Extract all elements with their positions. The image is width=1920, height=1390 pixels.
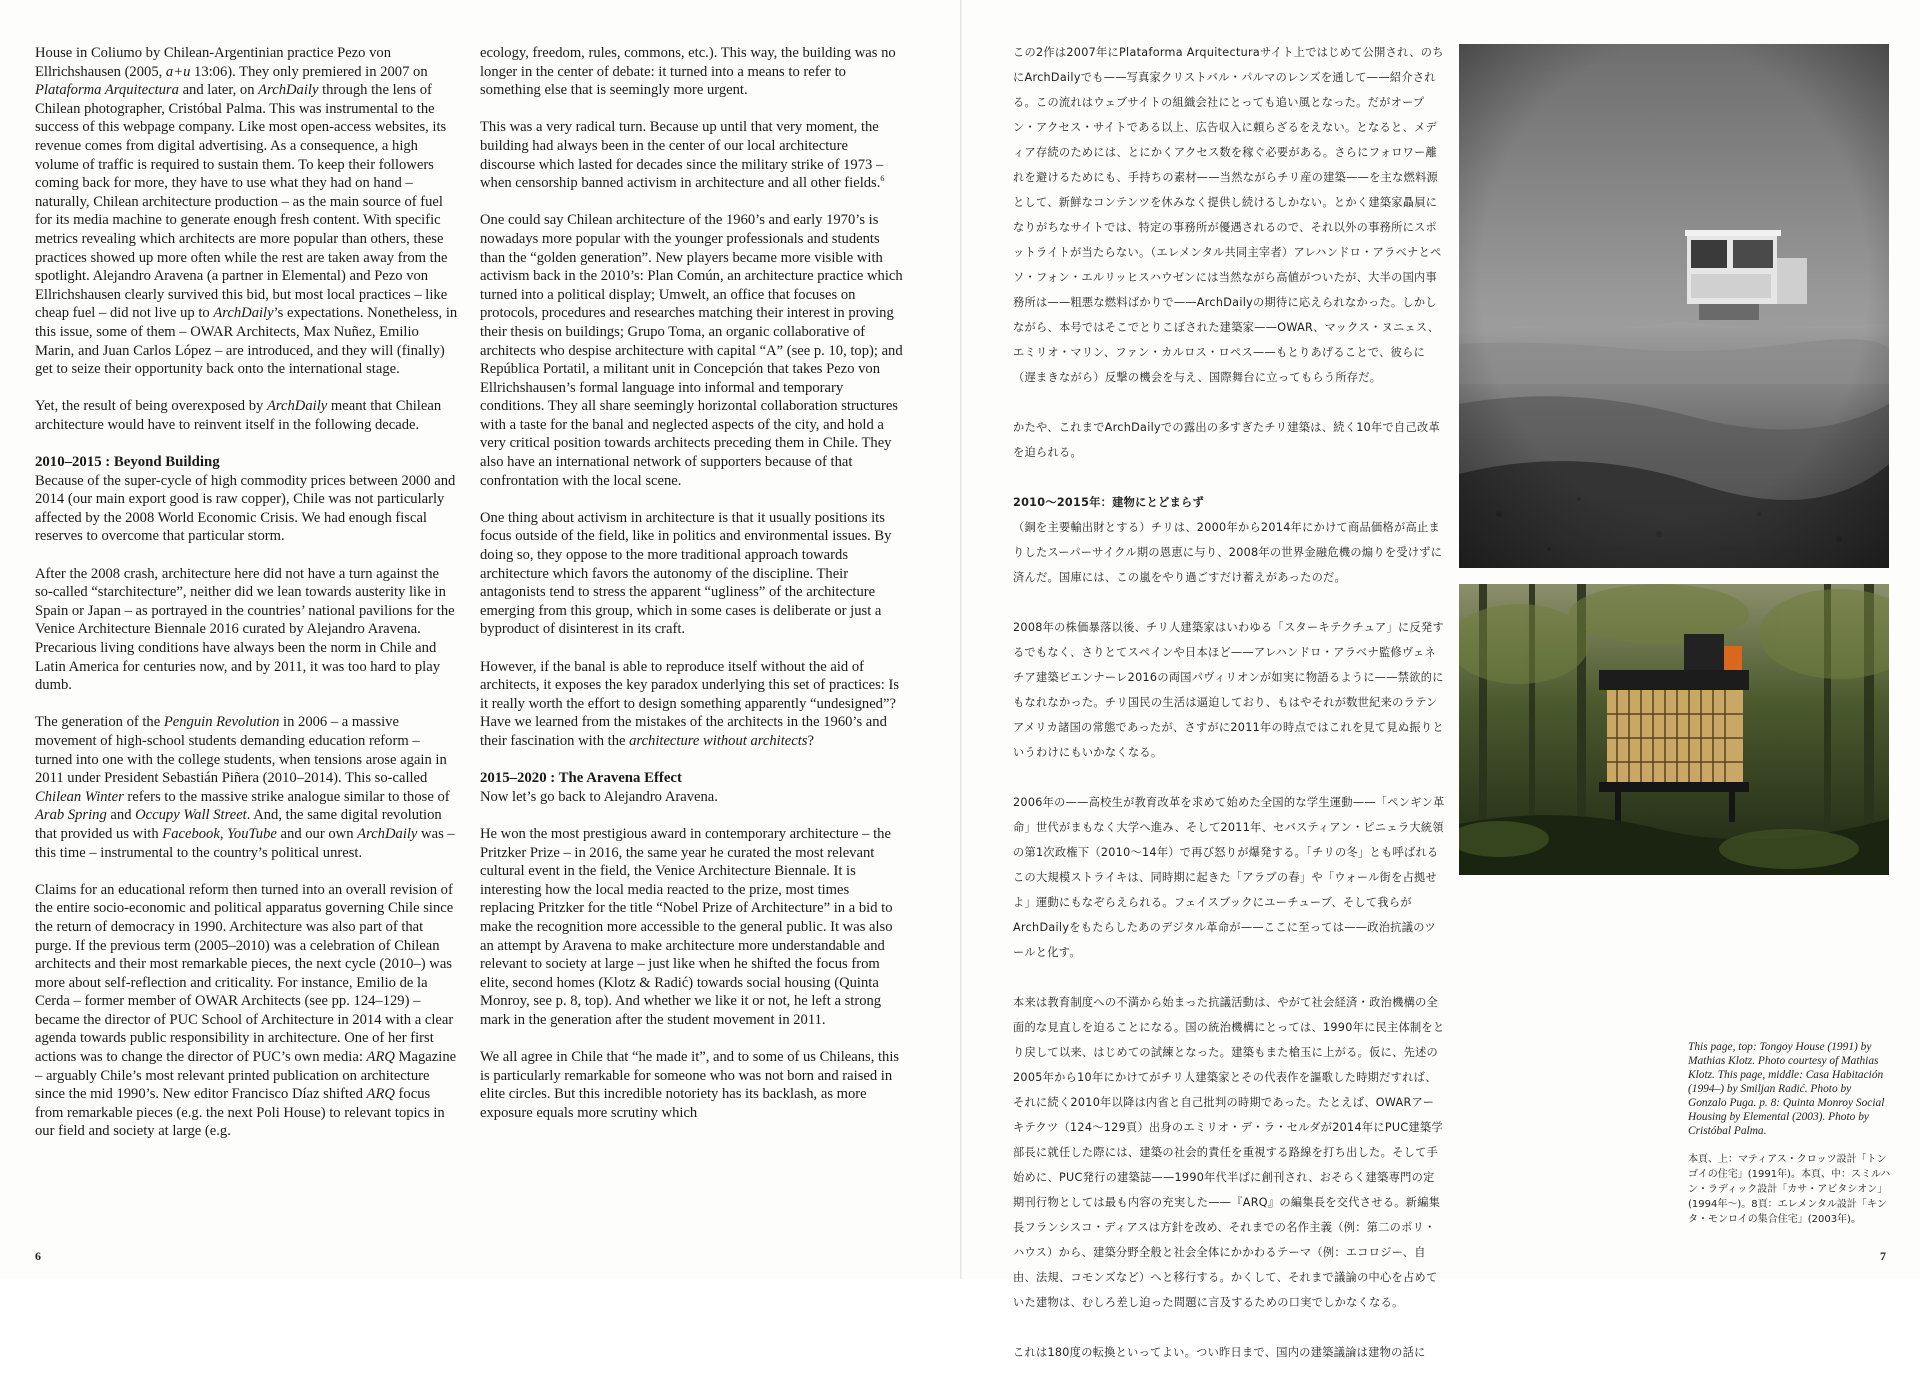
body-paragraph: ecology, freedom, rules, commons, etc.). This way, the building was no longer in the center of debate: it turned into a means to refer to something else that is seemingly more urgent. bbox=[480, 45, 896, 99]
section-heading: 2010–2015 : Beyond Building bbox=[35, 454, 220, 471]
right-page-japanese-column bbox=[1013, 40, 1445, 1390]
body-paragraph: House in Coliumo by Chilean-Argentinian practice Pezo von Ellrichshausen (2005, a+u 13:06). They only premiered in 2007 on Plataforma Arquitectura and later, on ArchDaily through the lens of Chilean photographer, Cristóbal Palma. This was instrumental to the success of this webpage company. Like most open-access websites, its revenue comes from digital advertising. As a consequence, a high volume of traffic is required to sustain them. To keep their followers coming back for more, they have to use what they had on hand – naturally, Chilean architecture production – as the main source of fuel for its media machine to generate enough fresh content. With specific metrics revealing which architects are more popular than others, these practices showed up more often while the rest are taken away from the spotlight. Alejandro Aravena (a partner in Elemental) and Pezo von Ellrichshausen clearly survived this bid, but most local practices – like cheap fuel – did not live up to ArchDaily’s expectations. Nonetheless, in this issue, some of them – OWAR Architects, Max Nuñez, Emilio Marin, and Juan Carlos López – are introduced, and they will (finally) get to seize their opportunity back onto the international stage. bbox=[35, 45, 458, 378]
japanese-paragraph: 本来は教育制度への不満から始まった抗議活動は、やがて社会経済・政治機構の全面的な見直しを迫ることになる。国の統治機構にとっては、1990年に民主体制をとり戻して以来、はじめての試練となった。建築もまた槍玉に上がる。仮に、先述の2005年から10年にかけてがチリ人建築家とその代表作を謳歌した時期だすれば、それに続く2010年以降は内省と自己批判の時期であった。たとえば、OWARアーキテクツ（124〜129頁）出身のエミリオ・デ・ラ・セルダが2014年にPUC建築学部長に就任した際には、建築の社会的責任を重視する路線を打ち出した。そして手始めに、PUC発行の建築誌——1990年代半ばに創刊され、おそらく建築専門の定期刊行物としては最も内容の充実した——『ARQ』の編集長を交代させる。新編集長フランシスコ・ディアスは方針を改め、それまでの名作主義（例：第二のポリ・ハウス）から、建築分野全般と社会全体にかかわるテーマ（例：エコロジー、自由、法規、コモンズなど）へと移行する。かくして、それまで議論の中心を占めていた建物は、むしろ差し迫った問題に言及するための口実でしかなくなる。 bbox=[1013, 996, 1445, 1309]
body-paragraph: However, if the banal is able to reproduce itself without the aid of architects, it exposes the key paradox underlying this set of practices: Is it really worth the effort to design something apparently “undesigned”? Have we learned from the mistakes of the architects in the 1960’s and their fascination with the architecture without architects? bbox=[480, 658, 900, 749]
japanese-paragraph: この2作は2007年にPlataforma Arquitecturaサイト上ではじめて公開され、のちにArchDailyでも——写真家クリストバル・パルマのレンズを通して——紹介される。この流れはウェブサイトの組織会社にとっても追い風となった。だがオープン・アクセス・サイトである以上、広告収入に頼らざるをえない。となると、メディア存続のためには、とにかくアクセス数を稼ぐ必要がある。さらにフォロワー離れを避けるためにも、手持ちの素材——当然ながらチリ産の建築——を主な燃料源として、新鮮なコンテンツを休みなく提供し続けるしかない。とかく建築家贔屓になりがちなサイトでは、特定の事務所が優遇されるので、それ以外の事務所にスポットライトが当たらない。（エレメンタル共同主宰者）アレハンドロ・アラベナとペソ・フォン・エルリッヒスハウゼンには当然ながら高値がついたが、大半の国内事務所は——粗悪な燃料ばかりで——ArchDailyの期待に応えられなかった。しかしながら、本号ではそこでとりこぼされた建築家——OWAR、マックス・ヌニェス、エミリオ・マリン、ファン・カルロス・ロペス——もとりあげることで、彼らに（遅まきながら）反撃の機会を与え、国際舞台に立ってもらう所存だ。 bbox=[1013, 46, 1444, 384]
body-paragraph: Yet, the result of being overexposed by ArchDaily meant that Chilean architecture would have to reinvent itself in the following decade. bbox=[35, 398, 442, 433]
body-paragraph: This was a very radical turn. Because up until that very moment, the building had always been in the center of our local architecture discourse which lasted for decades since the military strike of 1973 – when censorship banned activism in architecture and all other fields.$^6$ bbox=[480, 119, 885, 192]
japanese-section-heading: 2010〜2015年：建物にとどまらず bbox=[1013, 496, 1205, 509]
photo-casa-habitacion-image bbox=[1459, 584, 1889, 875]
left-page-column-1 bbox=[35, 44, 459, 1160]
left-page-column-2 bbox=[480, 44, 905, 1141]
body-paragraph: The generation of the Penguin Revolution in 2006 – a massive movement of high-school students demanding education reform – turned into one with the college students, when tensions arose again in 2011 under President Sebastián Piñera (2010–2014). This so-called Chilean Winter refers to the massive strike analogue similar to those of Arab Spring and Occupy Wall Street. And, the same digital revolution that provided us with Facebook, YouTube and our own ArchDaily was – this time – instrumental to the country’s political unrest. bbox=[35, 714, 455, 861]
body-paragraph: After the 2008 crash, architecture here did not have a turn against the so-called “starchitecture”, neither did we lean towards austerity like in Spain or Japan – as portrayed in the countries’ national pavilions for the Venice Architecture Biennale 2016 curated by Alejandro Aravena. Precarious living conditions have always been the norm in Chile and Latin America for centuries now, and by 2011, it was too hard to play dumb. bbox=[35, 565, 455, 694]
photo-caption-japanese: 本頁、上：マティアス・クロッツ設計「トンゴイの住宅」(1991年)。本頁、中：スミルハン・ラディック設計「カサ・アビタシオン」(1994年〜)。8頁：エレメンタル設計「キンタ・モンロイの集合住宅」(2003年)。 bbox=[1688, 1154, 1891, 1225]
body-paragraph: One thing about activism in architecture is that it usually positions its focus outside of the field, like in politics and environmental issues. By doing so, they oppose to the more traditional approach towards architecture which favors the autonomy of the discipline. Their antagonists tend to stress the apparent “ugliness” of the architecture emerging from this group, which in some cases is deliberate or just a byproduct of disinterest in its craft. bbox=[480, 509, 892, 638]
body-paragraph: Because of the super-cycle of high commodity prices between 2000 and 2014 (our main export good is raw copper), Chile was not particularly affected by the 2008 World Economic Crisis. We had enough fiscal reserves to overcome that particular storm. bbox=[35, 472, 456, 545]
page-number-right: 7 bbox=[1880, 1249, 1886, 1263]
japanese-paragraph: （銅を主要輸出財とする）チリは、2000年から2014年にかけて商品価格が高止まりしたスーパーサイクル期の恩恵に与り、2008年の世界金融危機の煽りを受けずに済んだ。国庫には、この嵐をやり過ごすだけ蓄えがあったのだ。 bbox=[1013, 521, 1443, 584]
japanese-paragraph: これは180度の転換といってよい。つい昨日まで、国内の建築議論は建物の話に bbox=[1013, 1346, 1426, 1359]
japanese-paragraph: 2008年の株価暴落以後、チリ人建築家はいわゆる「スターキテクチュア」に反発するでもなく、さりとてスペインや日本ほど——アレハンドロ・アラベナ監修ヴェネチア建築ビエンナーレ2016の両国パヴィリオンが如実に物語るように——禁欲的にもなれなかった。チリ国民の生活は逼迫しており、もはやそれが数世紀来のラテンアメリカ諸国の常態であったが、さすがに2011年の時点ではこれを見て見ぬ振りというわけにもいかなくなる。 bbox=[1013, 621, 1444, 759]
japanese-paragraph: 2006年の——高校生が教育改革を求めて始めた全国的な学生運動——「ペンギン革命」世代がまもなく大学へ進み、そして2011年、セバスティアン・ピニェラ大統領の第1次政権下（2010〜14年）で再び怒りが爆発する。「チリの冬」とも呼ばれるこの大規模ストライキは、同時期に起きた「アラブの春」や「ウォール街を占拠せよ」運動にもなぞらえられる。フェイスブックにユーチューブ、そして我らがArchDailyをもたらしたあのデジタル革命が——ここに至っては——政治抗議のツールと化す。 bbox=[1013, 796, 1445, 959]
photo-tongoy-house bbox=[1459, 44, 1889, 568]
body-paragraph: Now let’s go back to Alejandro Aravena. bbox=[480, 788, 718, 805]
body-paragraph: Claims for an educational reform then turned into an overall revision of the entire socio-economic and political apparatus governing Chile since the return of democracy in 1990. Architecture was also part of that purge. If the previous term (2005–2010) was a celebration of Chilean architects and their most remarkable pieces, the next cycle (2010–) was more about self-reflection and criticality. For instance, Emilio de la Cerda – former member of OWAR Architects (see pp. 124–129) – became the director of PUC School of Architecture in 2014 with a clear agenda towards public responsibility in architecture. One of her first actions was to change the director of PUC’s own media: ARQ Magazine – arguably Chile’s most relevant printed publication on architecture since the mid 1990’s. New editor Francisco Díaz shifted ARQ focus from remarkable pieces (e.g. the next Poli House) to relevant topics in our field and society at large (e.g. bbox=[35, 881, 457, 1140]
body-paragraph: We all agree in Chile that “he made it”, and to some of us Chileans, this is particularly remarkable for someone who was not born and raised in elite circles. But this incredible notoriety has its backlash, as more exposure equals more scrutiny which bbox=[480, 1049, 900, 1121]
body-paragraph: One could say Chilean architecture of the 1960’s and early 1970’s is nowadays more popular with the younger professionals and students than the “golden generation”. New players became more visible with activism back in the 2010’s: Plan Común, an architecture practice which turned into a political display; Umwelt, an office that focuses on protocols, procedures and researches matching their interest in proving their thesis on buildings; Grupo Toma, an organic collaborative of architects who despise architecture with capital “A” (see p. 10, top); and República Portatil, a militant unit in Concepción that takes Pezo von Ellrichshausen’s formal language into informal and temporary conditions. They all share seemingly horizontal collaboration structures with a taste for the banal and neglected aspects of the city, and hold a very critical position towards architects preceding them in Chile. They also have an international network of supporters because of that confrontation with the local scene. bbox=[480, 212, 903, 489]
page-number-left: 6 bbox=[35, 1249, 41, 1263]
photo-casa-habitacion bbox=[1459, 584, 1889, 875]
section-heading: 2015–2020 : The Aravena Effect bbox=[480, 770, 682, 787]
page-gutter bbox=[960, 0, 962, 1279]
photo-tongoy-house-image bbox=[1459, 44, 1889, 568]
japanese-paragraph: かたや、これまでArchDailyでの露出の多すぎたチリ建築は、続く10年で自己改革を迫られる。 bbox=[1013, 421, 1440, 459]
body-paragraph: He won the most prestigious award in contemporary architecture – the Pritzker Prize – in 2016, the same year he curated the most relevant cultural event in the field, the Venice Architecture Biennale. It is interesting how the local media reacted to the prize, most times replacing Pritzker for the title “Nobel Prize of Architecture” in a bid to make the recognition more accessible to the general public. It was also an attempt by Aravena to make architecture more understandable and relevant to society at large – just like when he shifted the focus from elite, second homes (Klotz & Radić) towards social housing (Quinta Monroy, see p. 8, top). And whether we like it or not, he left a strong mark in the generation after the student movement in 2011. bbox=[480, 825, 893, 1028]
photo-caption-english: This page, top: Tongoy House (1991) by Mathias Klotz. Photo courtesy of Mathias Klotz. This page, middle: Casa Habitación (1994–) by Smiljan Radić. Photo by Gonzalo Puga. p. 8: Quinta Monroy Social Housing by Elemental (2003). Photo by Cristóbal Palma. bbox=[1688, 1041, 1885, 1137]
